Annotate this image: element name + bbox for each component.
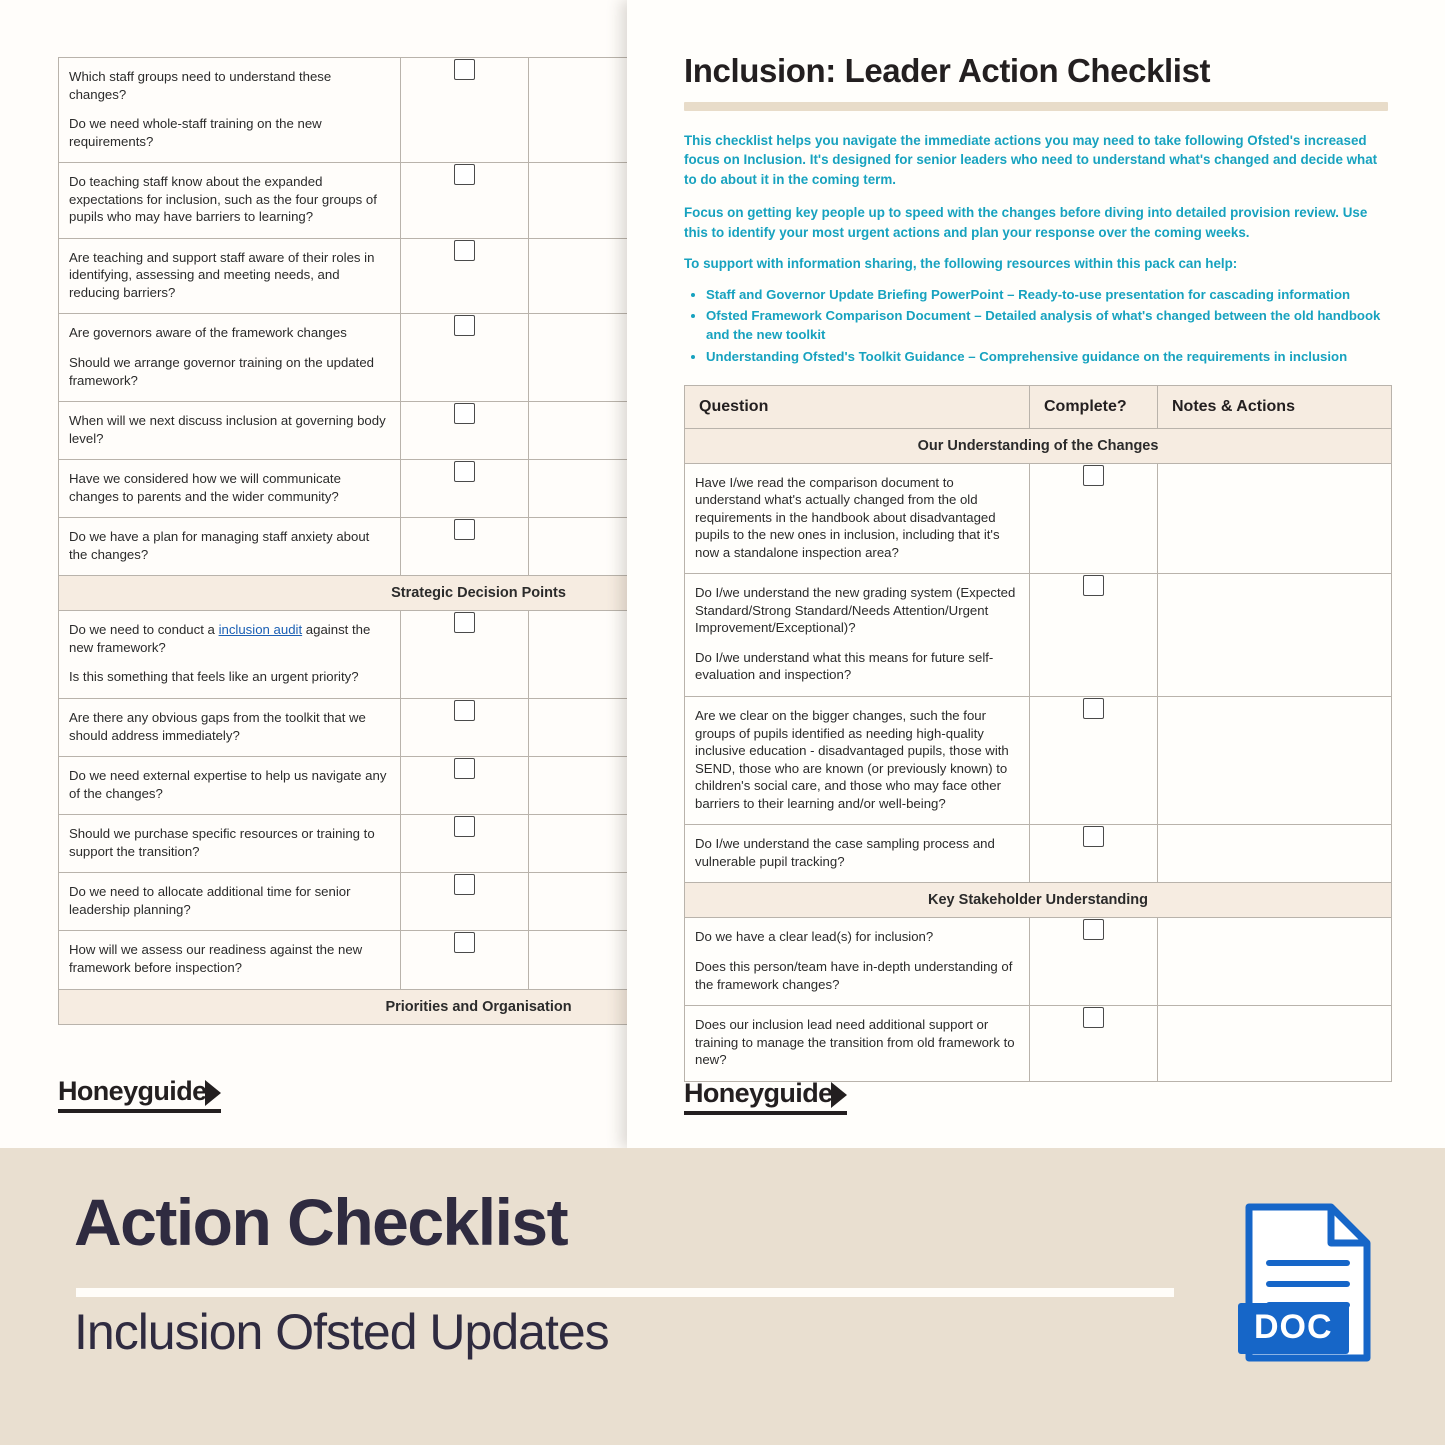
resource-list-item[interactable]: • Staff and Governor Update Briefing PowerPoint – Ready-to-use presentation for cascading information: [706, 286, 1388, 305]
table-row: [685, 1006, 1392, 1082]
complete-cell[interactable]: [1030, 1006, 1158, 1082]
question-text: When will we next discuss inclusion at governing body level?: [69, 413, 386, 446]
question-text: Do we have a clear lead(s) for inclusion?: [695, 929, 934, 945]
logo-text: Honeyguide: [58, 1076, 207, 1106]
checkbox[interactable]: [454, 240, 475, 261]
question-text: Are governors aware of the framework changes: [69, 325, 347, 341]
notes-cell[interactable]: [1158, 825, 1392, 883]
checkbox[interactable]: [1083, 698, 1104, 719]
resource-list-item[interactable]: • Ofsted Framework Comparison Document – Detailed analysis of what's changed between the old handbook and the new toolkit: [706, 307, 1388, 344]
intro-paragraph-3: To support with information sharing, the following resources within this pack can help:: [684, 256, 1238, 272]
intro-paragraph-1: This checklist helps you navigate the immediate actions you may need to take following Ofsted's increased focus on Inclusion. It's designed for senior leaders who need to understand what's changed and decide what to do about it in the coming term.: [684, 133, 1378, 187]
back-page-logo: [58, 1076, 221, 1113]
question-cell: [59, 238, 401, 314]
question-cell: [685, 463, 1030, 574]
question-text: Are there any obvious gaps from the toolkit that we should address immediately?: [69, 710, 366, 743]
complete-cell[interactable]: [401, 163, 529, 239]
question-cell: [685, 918, 1030, 1006]
question-cell: [59, 815, 401, 873]
question-text: Does our inclusion lead need additional support or training to manage the transition from old framework to new?: [695, 1017, 1015, 1068]
question-cell: [59, 58, 401, 163]
inclusion-audit-link[interactable]: inclusion audit: [218, 622, 303, 638]
complete-cell[interactable]: [401, 460, 529, 518]
checkbox[interactable]: [454, 816, 475, 837]
doc-type-badge: DOC: [1238, 1303, 1349, 1354]
complete-cell[interactable]: [1030, 825, 1158, 883]
question-text: Which staff groups need to understand these changes?: [69, 69, 332, 102]
notes-cell[interactable]: [1158, 574, 1392, 697]
table-header-row: [685, 385, 1392, 428]
arrow-icon: [831, 1082, 847, 1108]
complete-cell[interactable]: [401, 611, 529, 699]
table-row: [685, 918, 1392, 1006]
complete-cell[interactable]: [401, 58, 529, 163]
question-text: Do teaching staff know about the expanded expectations for inclusion, such as the four groups of pupils who may have barriers to learning?: [69, 174, 377, 225]
question-text: Should we purchase specific resources or training to support the transition?: [69, 826, 375, 859]
bottom-banner: [0, 1148, 1445, 1445]
question-text: Do I/we understand the case sampling process and vulnerable pupil tracking?: [695, 836, 995, 869]
checkbox[interactable]: [454, 874, 475, 895]
question-text: Are teaching and support staff aware of their roles in identifying, assessing and meeting needs, and reducing barriers?: [69, 249, 375, 300]
column-header-question: Question: [685, 385, 1030, 428]
logo-underline: [58, 1109, 221, 1113]
checkbox[interactable]: [454, 59, 475, 80]
notes-cell[interactable]: [1158, 697, 1392, 825]
complete-cell[interactable]: [401, 518, 529, 576]
banner-rule: [76, 1288, 1174, 1297]
title-rule: [684, 102, 1388, 111]
question-text: Have we considered how we will communicate changes to parents and the wider community?: [69, 471, 341, 504]
question-text: Is this something that feels like an urgent priority?: [69, 669, 359, 685]
question-text: Do we have a plan for managing staff anxiety about the changes?: [69, 529, 370, 562]
checkbox[interactable]: [454, 612, 475, 633]
question-cell: [59, 314, 401, 402]
complete-cell[interactable]: [1030, 918, 1158, 1006]
question-cell: [59, 699, 401, 757]
section-label: Strategic Decision Points: [59, 576, 899, 611]
front-page: [627, 0, 1445, 1148]
page-title: Inclusion: Leader Action Checklist: [684, 52, 1211, 89]
complete-cell[interactable]: [401, 238, 529, 314]
complete-cell[interactable]: [1030, 697, 1158, 825]
banner-title: Action Checklist: [74, 1185, 568, 1259]
front-page-checklist-table: [684, 385, 1392, 1082]
notes-cell[interactable]: [1158, 463, 1392, 574]
checkbox[interactable]: [454, 932, 475, 953]
checkbox[interactable]: [454, 758, 475, 779]
question-cell: [59, 873, 401, 931]
question-cell: [59, 460, 401, 518]
checkbox[interactable]: [454, 519, 475, 540]
section-label: Our Understanding of the Changes: [685, 428, 1392, 463]
complete-cell[interactable]: [1030, 463, 1158, 574]
question-text: Do we need whole-staff training on the new requirements?: [69, 116, 322, 149]
question-cell: [685, 697, 1030, 825]
table-section-row: [685, 428, 1392, 463]
question-text: Do we need to conduct a inclusion audit against the new framework?: [69, 622, 371, 655]
table-row: [685, 697, 1392, 825]
column-header-complete: Complete?: [1030, 385, 1158, 428]
logo-underline: [684, 1111, 847, 1115]
arrow-icon: [205, 1080, 221, 1106]
logo-text: Honeyguide: [684, 1078, 833, 1108]
question-text: Do I/we understand the new grading system (Expected Standard/Strong Standard/Needs Attention/Urgent Improvement/Exceptional)?: [695, 585, 1016, 636]
checkbox[interactable]: [454, 403, 475, 424]
complete-cell[interactable]: [401, 699, 529, 757]
question-text: Do we need to allocate additional time for senior leadership planning?: [69, 884, 351, 917]
column-header-notes: Notes & Actions: [1158, 385, 1392, 428]
complete-cell[interactable]: [401, 314, 529, 402]
checkbox[interactable]: [1083, 465, 1104, 486]
complete-cell[interactable]: [401, 931, 529, 989]
notes-cell[interactable]: [1158, 918, 1392, 1006]
question-cell: [685, 574, 1030, 697]
question-text: Does this person/team have in-depth understanding of the framework changes?: [695, 958, 1013, 992]
checkbox[interactable]: [454, 315, 475, 336]
complete-cell[interactable]: [401, 402, 529, 460]
question-cell: [59, 518, 401, 576]
table-row: [685, 574, 1392, 697]
question-cell: [685, 1006, 1030, 1082]
checkbox[interactable]: [1083, 826, 1104, 847]
question-cell: [59, 931, 401, 989]
front-page-logo: [684, 1078, 847, 1115]
question-text: Should we arrange governor training on the updated framework?: [69, 355, 374, 388]
question-cell: [685, 825, 1030, 883]
table-row: [685, 825, 1392, 883]
complete-cell[interactable]: [401, 873, 529, 931]
question-text: How will we assess our readiness against the new framework before inspection?: [69, 942, 363, 975]
question-text: Are we clear on the bigger changes, such the four groups of pupils identified as needing high-quality inclusive education - disadvantaged pupils, those with SEND, those who are known (or previously known) to children's social care, and those who may face other barriers to their learning and/or well-being?: [695, 708, 1009, 811]
checkbox[interactable]: [454, 700, 475, 721]
checkbox[interactable]: [1083, 575, 1104, 596]
complete-cell[interactable]: [1030, 574, 1158, 697]
question-cell: [59, 611, 401, 699]
question-cell: [59, 163, 401, 239]
checkbox[interactable]: [1083, 1007, 1104, 1028]
banner-subtitle: Inclusion Ofsted Updates: [74, 1304, 609, 1360]
question-text: Do I/we understand what this means for future self-evaluation and inspection?: [695, 649, 994, 683]
checkbox[interactable]: [1083, 919, 1104, 940]
question-cell: [59, 757, 401, 815]
section-label: Priorities and Organisation: [59, 989, 899, 1024]
table-row: [685, 463, 1392, 574]
complete-cell[interactable]: [401, 757, 529, 815]
resource-list: [684, 286, 1388, 367]
intro-paragraph-2: Focus on getting key people up to speed with the changes before diving into detailed provision review. Use this to identify your most urgent actions and plan your response over the coming weeks.: [684, 205, 1368, 240]
question-cell: [59, 402, 401, 460]
notes-cell[interactable]: [1158, 1006, 1392, 1082]
complete-cell[interactable]: [401, 815, 529, 873]
table-section-row: [685, 883, 1392, 918]
section-label: Key Stakeholder Understanding: [685, 883, 1392, 918]
question-text: Have I/we read the comparison document to understand what's actually changed from the old requirements in the handbook about disadvantaged pupils to the new ones in inclusion, including that it's now a standalone inspection area?: [695, 474, 1000, 560]
checkbox[interactable]: [454, 164, 475, 185]
checkbox[interactable]: [454, 461, 475, 482]
resource-list-item[interactable]: • Understanding Ofsted's Toolkit Guidance – Comprehensive guidance on the requirements in inclusion: [706, 348, 1388, 367]
question-text: Do we need external expertise to help us navigate any of the changes?: [69, 768, 387, 801]
